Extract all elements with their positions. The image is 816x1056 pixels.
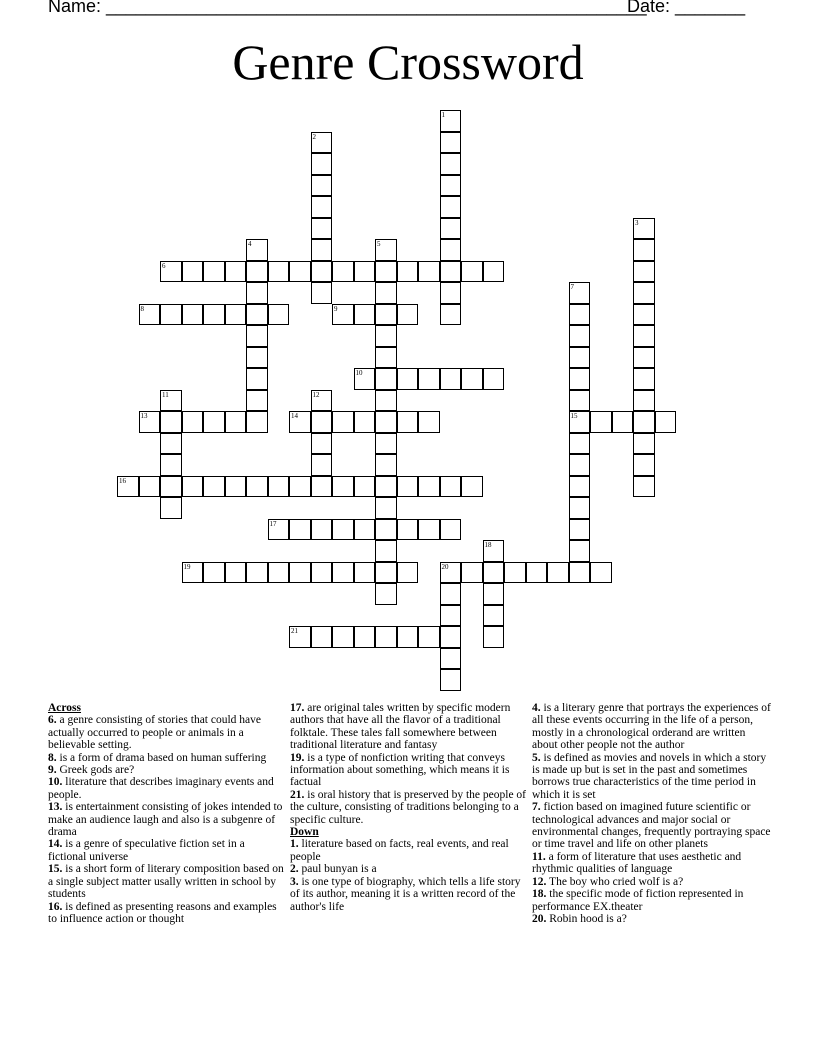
clue-text: a form of literature that uses aesthetic and rhythmic qualities of language bbox=[532, 850, 742, 876]
crossword-cell[interactable] bbox=[375, 239, 397, 261]
clue-number: 16. bbox=[48, 900, 63, 913]
crossword-cell[interactable] bbox=[268, 519, 290, 541]
crossword-cell[interactable] bbox=[569, 304, 591, 326]
clue-number: 8. bbox=[48, 751, 57, 764]
crossword-cell[interactable] bbox=[397, 626, 419, 648]
crossword-cell[interactable] bbox=[225, 562, 247, 584]
clue-item bbox=[532, 888, 772, 913]
crossword-cell[interactable] bbox=[268, 476, 290, 498]
crossword-cell[interactable] bbox=[590, 411, 612, 433]
crossword-cell[interactable] bbox=[160, 411, 182, 433]
crossword-cell[interactable] bbox=[311, 218, 333, 240]
crossword-cell[interactable] bbox=[246, 239, 268, 261]
crossword-cell[interactable] bbox=[633, 368, 655, 390]
crossword-cell[interactable] bbox=[268, 261, 290, 283]
crossword-cell[interactable] bbox=[139, 304, 161, 326]
clue-number: 11. bbox=[532, 850, 546, 863]
cell-number: 10 bbox=[355, 369, 363, 377]
crossword-cell[interactable] bbox=[440, 261, 462, 283]
crossword-cell[interactable] bbox=[246, 411, 268, 433]
crossword-cell[interactable] bbox=[289, 519, 311, 541]
crossword-cell[interactable] bbox=[117, 476, 139, 498]
crossword-cell[interactable] bbox=[375, 261, 397, 283]
crossword-cell[interactable] bbox=[203, 476, 225, 498]
crossword-cell[interactable] bbox=[397, 261, 419, 283]
crossword-cell[interactable] bbox=[397, 519, 419, 541]
clue-item bbox=[532, 801, 772, 851]
clues-column-2 bbox=[290, 702, 526, 913]
crossword-cell[interactable] bbox=[311, 519, 333, 541]
crossword-cell[interactable] bbox=[332, 476, 354, 498]
clue-text: is a literary genre that portrays the experiences of all these events occurring in the life of a person, mostly in a chronological orderand are written about other people not the author bbox=[532, 702, 771, 752]
crossword-cell[interactable] bbox=[332, 261, 354, 283]
cell-number: 12 bbox=[312, 390, 320, 399]
cell-number: 9 bbox=[334, 304, 338, 313]
crossword-cell[interactable] bbox=[569, 562, 591, 584]
crossword-cell[interactable] bbox=[612, 411, 634, 433]
clue-text: is one type of biography, which tells a life story of its author, meaning it is a written record of the author's life bbox=[290, 875, 521, 913]
crossword-cell[interactable] bbox=[440, 605, 462, 627]
crossword-cell[interactable] bbox=[182, 411, 204, 433]
crossword-cell[interactable] bbox=[483, 583, 505, 605]
crossword-cell[interactable] bbox=[526, 562, 548, 584]
clue-item bbox=[532, 752, 772, 802]
crossword-cell[interactable] bbox=[483, 540, 505, 562]
crossword-cell[interactable] bbox=[160, 497, 182, 519]
crossword-cell[interactable] bbox=[375, 497, 397, 519]
clue-text: is defined as presenting reasons and examples to influence action or thought bbox=[48, 900, 277, 925]
cell-number: 19 bbox=[183, 562, 191, 571]
crossword-cell[interactable] bbox=[182, 261, 204, 283]
clue-text: is oral history that is preserved by the people of the culture, consisting of traditions belonging to a specific culture. bbox=[290, 788, 527, 826]
crossword-cell[interactable] bbox=[311, 239, 333, 261]
crossword-cell[interactable] bbox=[569, 282, 591, 304]
crossword-cell[interactable] bbox=[461, 261, 483, 283]
clue-number: 18. bbox=[532, 888, 547, 901]
crossword-cell[interactable] bbox=[332, 626, 354, 648]
down-clue-list bbox=[290, 838, 526, 912]
cell-number: 3 bbox=[635, 218, 639, 227]
crossword-cell[interactable] bbox=[289, 261, 311, 283]
clue-number: 21. bbox=[290, 788, 305, 801]
crossword-cell[interactable] bbox=[375, 390, 397, 412]
crossword-cell[interactable] bbox=[569, 347, 591, 369]
crossword-cell[interactable] bbox=[397, 411, 419, 433]
clue-item bbox=[532, 876, 772, 888]
crossword-cell[interactable] bbox=[633, 261, 655, 283]
clue-item bbox=[532, 913, 772, 925]
crossword-cell[interactable] bbox=[504, 562, 526, 584]
crossword-cell[interactable] bbox=[182, 476, 204, 498]
clue-text: The boy who cried wolf is a? bbox=[546, 875, 684, 888]
crossword-cell[interactable] bbox=[311, 261, 333, 283]
crossword-cell[interactable] bbox=[418, 261, 440, 283]
crossword-cell[interactable] bbox=[311, 153, 333, 175]
crossword-cell[interactable] bbox=[440, 175, 462, 197]
clue-number: 9. bbox=[48, 764, 57, 777]
clue-item bbox=[290, 789, 526, 826]
crossword-cell[interactable] bbox=[311, 433, 333, 455]
crossword-cell[interactable] bbox=[311, 132, 333, 154]
cell-number: 8 bbox=[140, 304, 144, 313]
cell-number: 5 bbox=[377, 240, 381, 248]
crossword-cell[interactable] bbox=[311, 411, 333, 433]
crossword-cell[interactable] bbox=[440, 519, 462, 541]
crossword-cell[interactable] bbox=[633, 411, 655, 433]
crossword-cell[interactable] bbox=[246, 476, 268, 498]
clue-item bbox=[290, 752, 526, 789]
crossword-cell[interactable] bbox=[246, 325, 268, 347]
crossword-cell[interactable] bbox=[397, 304, 419, 326]
crossword-cell[interactable] bbox=[354, 476, 376, 498]
crossword-cell[interactable] bbox=[246, 562, 268, 584]
clue-text: is defined as movies and novels in which a story is made up but is set in the past and sometimes borrows true characteristics of the time period in which it is set bbox=[532, 751, 767, 801]
clue-text: are original tales written by specific modern authors that have all the flavor of a traditional folktale. These tales fall somewhere between traditional literature and fantasy bbox=[290, 702, 511, 752]
crossword-cell[interactable] bbox=[483, 562, 505, 584]
crossword-cell[interactable] bbox=[289, 476, 311, 498]
crossword-cell[interactable] bbox=[203, 261, 225, 283]
across-clue-list bbox=[48, 714, 284, 925]
crossword-cell[interactable] bbox=[375, 626, 397, 648]
crossword-cell[interactable] bbox=[354, 368, 376, 390]
crossword-cell[interactable] bbox=[225, 411, 247, 433]
clue-text: the specific mode of fiction represented in performance EX.theater bbox=[532, 888, 744, 913]
crossword-cell[interactable] bbox=[246, 304, 268, 326]
crossword-cell[interactable] bbox=[418, 476, 440, 498]
clue-number: 17. bbox=[290, 702, 305, 714]
crossword-cell[interactable] bbox=[268, 562, 290, 584]
clue-number: 13. bbox=[48, 801, 63, 814]
crossword-cell[interactable] bbox=[440, 239, 462, 261]
crossword-cell[interactable] bbox=[418, 368, 440, 390]
clue-number: 12. bbox=[532, 875, 547, 888]
clue-number: 15. bbox=[48, 863, 63, 876]
clue-text: paul bunyan is a bbox=[298, 863, 377, 876]
clue-item bbox=[48, 714, 284, 751]
crossword-cell[interactable] bbox=[332, 411, 354, 433]
cell-number: 15 bbox=[570, 412, 578, 420]
crossword-cell[interactable] bbox=[569, 519, 591, 541]
crossword-cell[interactable] bbox=[354, 519, 376, 541]
down-heading: Down bbox=[290, 826, 319, 839]
cell-number: 13 bbox=[140, 412, 148, 420]
crossword-cell[interactable] bbox=[569, 433, 591, 455]
clue-number: 10. bbox=[48, 776, 63, 789]
crossword-cell[interactable] bbox=[461, 476, 483, 498]
crossword-cell[interactable] bbox=[354, 411, 376, 433]
across-heading: Across bbox=[48, 702, 82, 714]
name-field[interactable]: Name: ______________________________________________________ bbox=[48, 0, 647, 16]
crossword-cell[interactable] bbox=[289, 411, 311, 433]
cell-number: 6 bbox=[162, 261, 166, 270]
crossword-cell[interactable] bbox=[633, 347, 655, 369]
crossword-cell[interactable] bbox=[569, 390, 591, 412]
crossword-cell[interactable] bbox=[633, 454, 655, 476]
crossword-cell[interactable] bbox=[375, 368, 397, 390]
clue-item bbox=[48, 776, 284, 801]
crossword-cell[interactable] bbox=[375, 347, 397, 369]
clue-text: is a type of nonfiction writing that conveys information about something, which means it is factual bbox=[290, 751, 510, 789]
clue-number: 5. bbox=[532, 751, 541, 764]
crossword-cell[interactable] bbox=[332, 304, 354, 326]
crossword-cell[interactable] bbox=[440, 626, 462, 648]
crossword-cell[interactable] bbox=[397, 368, 419, 390]
crossword-cell[interactable] bbox=[569, 540, 591, 562]
crossword-cell[interactable] bbox=[311, 196, 333, 218]
clue-item bbox=[532, 702, 772, 752]
crossword-cell[interactable] bbox=[440, 562, 462, 584]
crossword-cell[interactable] bbox=[160, 476, 182, 498]
crossword-cell[interactable] bbox=[569, 368, 591, 390]
crossword-cell[interactable] bbox=[354, 562, 376, 584]
clue-text: fiction based on imagined future scientific or technological advances and major social or environmental changes, frequently portraying space or time travel and life on other planets bbox=[532, 801, 771, 851]
crossword-cell[interactable] bbox=[203, 304, 225, 326]
crossword-cell[interactable] bbox=[332, 562, 354, 584]
crossword-cell[interactable] bbox=[547, 562, 569, 584]
clue-item bbox=[290, 838, 526, 863]
clue-item bbox=[532, 851, 772, 876]
crossword-cell[interactable] bbox=[246, 390, 268, 412]
crossword-cell[interactable] bbox=[483, 261, 505, 283]
crossword-cell[interactable] bbox=[461, 562, 483, 584]
crossword-cell[interactable] bbox=[655, 411, 677, 433]
crossword-cell[interactable] bbox=[289, 626, 311, 648]
crossword-cell[interactable] bbox=[203, 411, 225, 433]
crossword-cell[interactable] bbox=[375, 476, 397, 498]
clue-text: is a genre of speculative fiction set in a fictional universe bbox=[48, 838, 245, 863]
clue-number: 20. bbox=[532, 912, 547, 925]
crossword-cell[interactable] bbox=[375, 282, 397, 304]
crossword-cell[interactable] bbox=[268, 304, 290, 326]
cell-number: 17 bbox=[269, 519, 277, 528]
cell-number: 16 bbox=[119, 476, 126, 485]
crossword-cell[interactable] bbox=[633, 304, 655, 326]
cell-number: 7 bbox=[570, 283, 574, 291]
crossword-cell[interactable] bbox=[246, 368, 268, 390]
crossword-cell[interactable] bbox=[440, 669, 462, 691]
cell-number: 14 bbox=[291, 412, 298, 420]
clue-item bbox=[48, 764, 284, 776]
clue-item bbox=[48, 752, 284, 764]
cell-number: 18 bbox=[484, 541, 492, 549]
clue-text: Greek gods are? bbox=[56, 764, 135, 777]
crossword-cell[interactable] bbox=[354, 304, 376, 326]
clue-text: Robin hood is a? bbox=[546, 912, 627, 925]
crossword-cell[interactable] bbox=[418, 411, 440, 433]
clue-text: a genre consisting of stories that could have actually occurred to people or animals in a believable setting. bbox=[48, 714, 262, 752]
crossword-cell[interactable] bbox=[440, 218, 462, 240]
clue-item bbox=[48, 838, 284, 863]
page-title: Genre Crossword bbox=[232, 34, 584, 90]
crossword-cell[interactable] bbox=[182, 562, 204, 584]
clue-item bbox=[48, 863, 284, 900]
crossword-cell[interactable] bbox=[633, 325, 655, 347]
crossword-cell[interactable] bbox=[440, 368, 462, 390]
crossword-cell[interactable] bbox=[160, 304, 182, 326]
crossword-cell[interactable] bbox=[311, 282, 333, 304]
crossword-cell[interactable] bbox=[160, 261, 182, 283]
crossword-cell[interactable] bbox=[311, 390, 333, 412]
crossword-cell[interactable] bbox=[633, 282, 655, 304]
cell-number: 11 bbox=[162, 390, 169, 399]
crossword-cell[interactable] bbox=[225, 476, 247, 498]
clue-item bbox=[48, 801, 284, 838]
crossword-cell[interactable] bbox=[225, 261, 247, 283]
crossword-cell[interactable] bbox=[225, 304, 247, 326]
crossword-cell[interactable] bbox=[440, 583, 462, 605]
cell-number: 4 bbox=[248, 240, 252, 248]
date-field[interactable]: Date: _______ bbox=[627, 0, 746, 16]
crossword-cell[interactable] bbox=[440, 110, 462, 132]
crossword-cell[interactable] bbox=[397, 476, 419, 498]
crossword-cell[interactable] bbox=[289, 562, 311, 584]
crossword-cell[interactable] bbox=[375, 304, 397, 326]
crossword-cell[interactable] bbox=[569, 325, 591, 347]
crossword-cell[interactable] bbox=[182, 304, 204, 326]
crossword-cell[interactable] bbox=[483, 626, 505, 648]
crossword-cell[interactable] bbox=[375, 411, 397, 433]
clue-text: literature that describes imaginary events and people. bbox=[48, 776, 274, 801]
cell-number: 2 bbox=[312, 132, 316, 141]
crossword-cell[interactable] bbox=[569, 497, 591, 519]
clue-number: 4. bbox=[532, 702, 541, 714]
crossword-cell[interactable] bbox=[375, 583, 397, 605]
crossword-cell[interactable] bbox=[440, 132, 462, 154]
across-clue-list-continued bbox=[290, 702, 526, 826]
crossword-cell[interactable] bbox=[633, 390, 655, 412]
crossword-cell[interactable] bbox=[440, 196, 462, 218]
crossword-cell[interactable] bbox=[311, 626, 333, 648]
crossword-cell[interactable] bbox=[569, 411, 591, 433]
clue-item bbox=[290, 876, 526, 913]
clue-text: is a form of drama based on human suffering bbox=[56, 751, 267, 764]
crossword-cell[interactable] bbox=[160, 454, 182, 476]
clues-column-3 bbox=[532, 702, 772, 925]
crossword-cell[interactable] bbox=[375, 519, 397, 541]
crossword-cell[interactable] bbox=[246, 261, 268, 283]
clue-item bbox=[290, 702, 526, 752]
crossword-cell[interactable] bbox=[633, 433, 655, 455]
clue-number: 14. bbox=[48, 838, 63, 851]
crossword-cell[interactable] bbox=[633, 218, 655, 240]
crossword-cell[interactable] bbox=[160, 390, 182, 412]
crossword-cell[interactable] bbox=[139, 476, 161, 498]
crossword-cell[interactable] bbox=[375, 562, 397, 584]
crossword-cell[interactable] bbox=[569, 454, 591, 476]
clues-column-1 bbox=[48, 702, 284, 925]
crossword-cell[interactable] bbox=[375, 325, 397, 347]
clue-number: 1. bbox=[290, 838, 299, 851]
clue-number: 6. bbox=[48, 714, 57, 727]
crossword-cell[interactable] bbox=[461, 368, 483, 390]
crossword-cell[interactable] bbox=[440, 476, 462, 498]
clue-text: is a short form of literary composition based on a single subject matter usally written in school by students bbox=[48, 863, 284, 901]
crossword-cell[interactable] bbox=[354, 261, 376, 283]
crossword-cell[interactable] bbox=[203, 562, 225, 584]
clue-number: 3. bbox=[290, 875, 299, 888]
crossword-cell[interactable] bbox=[246, 347, 268, 369]
crossword-cell[interactable] bbox=[418, 626, 440, 648]
crossword-cell[interactable] bbox=[311, 476, 333, 498]
crossword-cell[interactable] bbox=[160, 433, 182, 455]
crossword-cell[interactable] bbox=[590, 562, 612, 584]
crossword-cell[interactable] bbox=[332, 519, 354, 541]
crossword-cell[interactable] bbox=[375, 433, 397, 455]
crossword-cell[interactable] bbox=[440, 648, 462, 670]
crossword-cell[interactable] bbox=[483, 605, 505, 627]
clue-item bbox=[290, 863, 526, 875]
cell-number: 20 bbox=[441, 562, 449, 571]
crossword-cell[interactable] bbox=[633, 239, 655, 261]
crossword-cell[interactable] bbox=[311, 175, 333, 197]
cell-number: 21 bbox=[291, 627, 298, 635]
clue-text: literature based on facts, real events, and real people bbox=[290, 838, 509, 863]
crossword-cell[interactable] bbox=[483, 368, 505, 390]
clue-text: is entertainment consisting of jokes intended to make an audience laugh and also is a subgenre of drama bbox=[48, 801, 283, 839]
clue-number: 7. bbox=[532, 801, 541, 814]
crossword-cell[interactable] bbox=[311, 562, 333, 584]
crossword-cell[interactable] bbox=[354, 626, 376, 648]
crossword-cell[interactable] bbox=[311, 454, 333, 476]
crossword-cell[interactable] bbox=[397, 562, 419, 584]
crossword-cell[interactable] bbox=[569, 476, 591, 498]
crossword-cell[interactable] bbox=[440, 282, 462, 304]
crossword-cell[interactable] bbox=[139, 411, 161, 433]
down-clue-list-continued bbox=[532, 702, 772, 925]
crossword-cell[interactable] bbox=[418, 519, 440, 541]
clue-number: 2. bbox=[290, 863, 299, 876]
cell-number: 1 bbox=[441, 111, 445, 119]
crossword-cell[interactable] bbox=[375, 454, 397, 476]
crossword-cell[interactable] bbox=[375, 540, 397, 562]
crossword-cell[interactable] bbox=[440, 153, 462, 175]
clue-item bbox=[48, 901, 284, 926]
crossword-cell[interactable] bbox=[633, 476, 655, 498]
crossword-cell[interactable] bbox=[440, 304, 462, 326]
clue-number: 19. bbox=[290, 751, 305, 764]
crossword-cell[interactable] bbox=[246, 282, 268, 304]
